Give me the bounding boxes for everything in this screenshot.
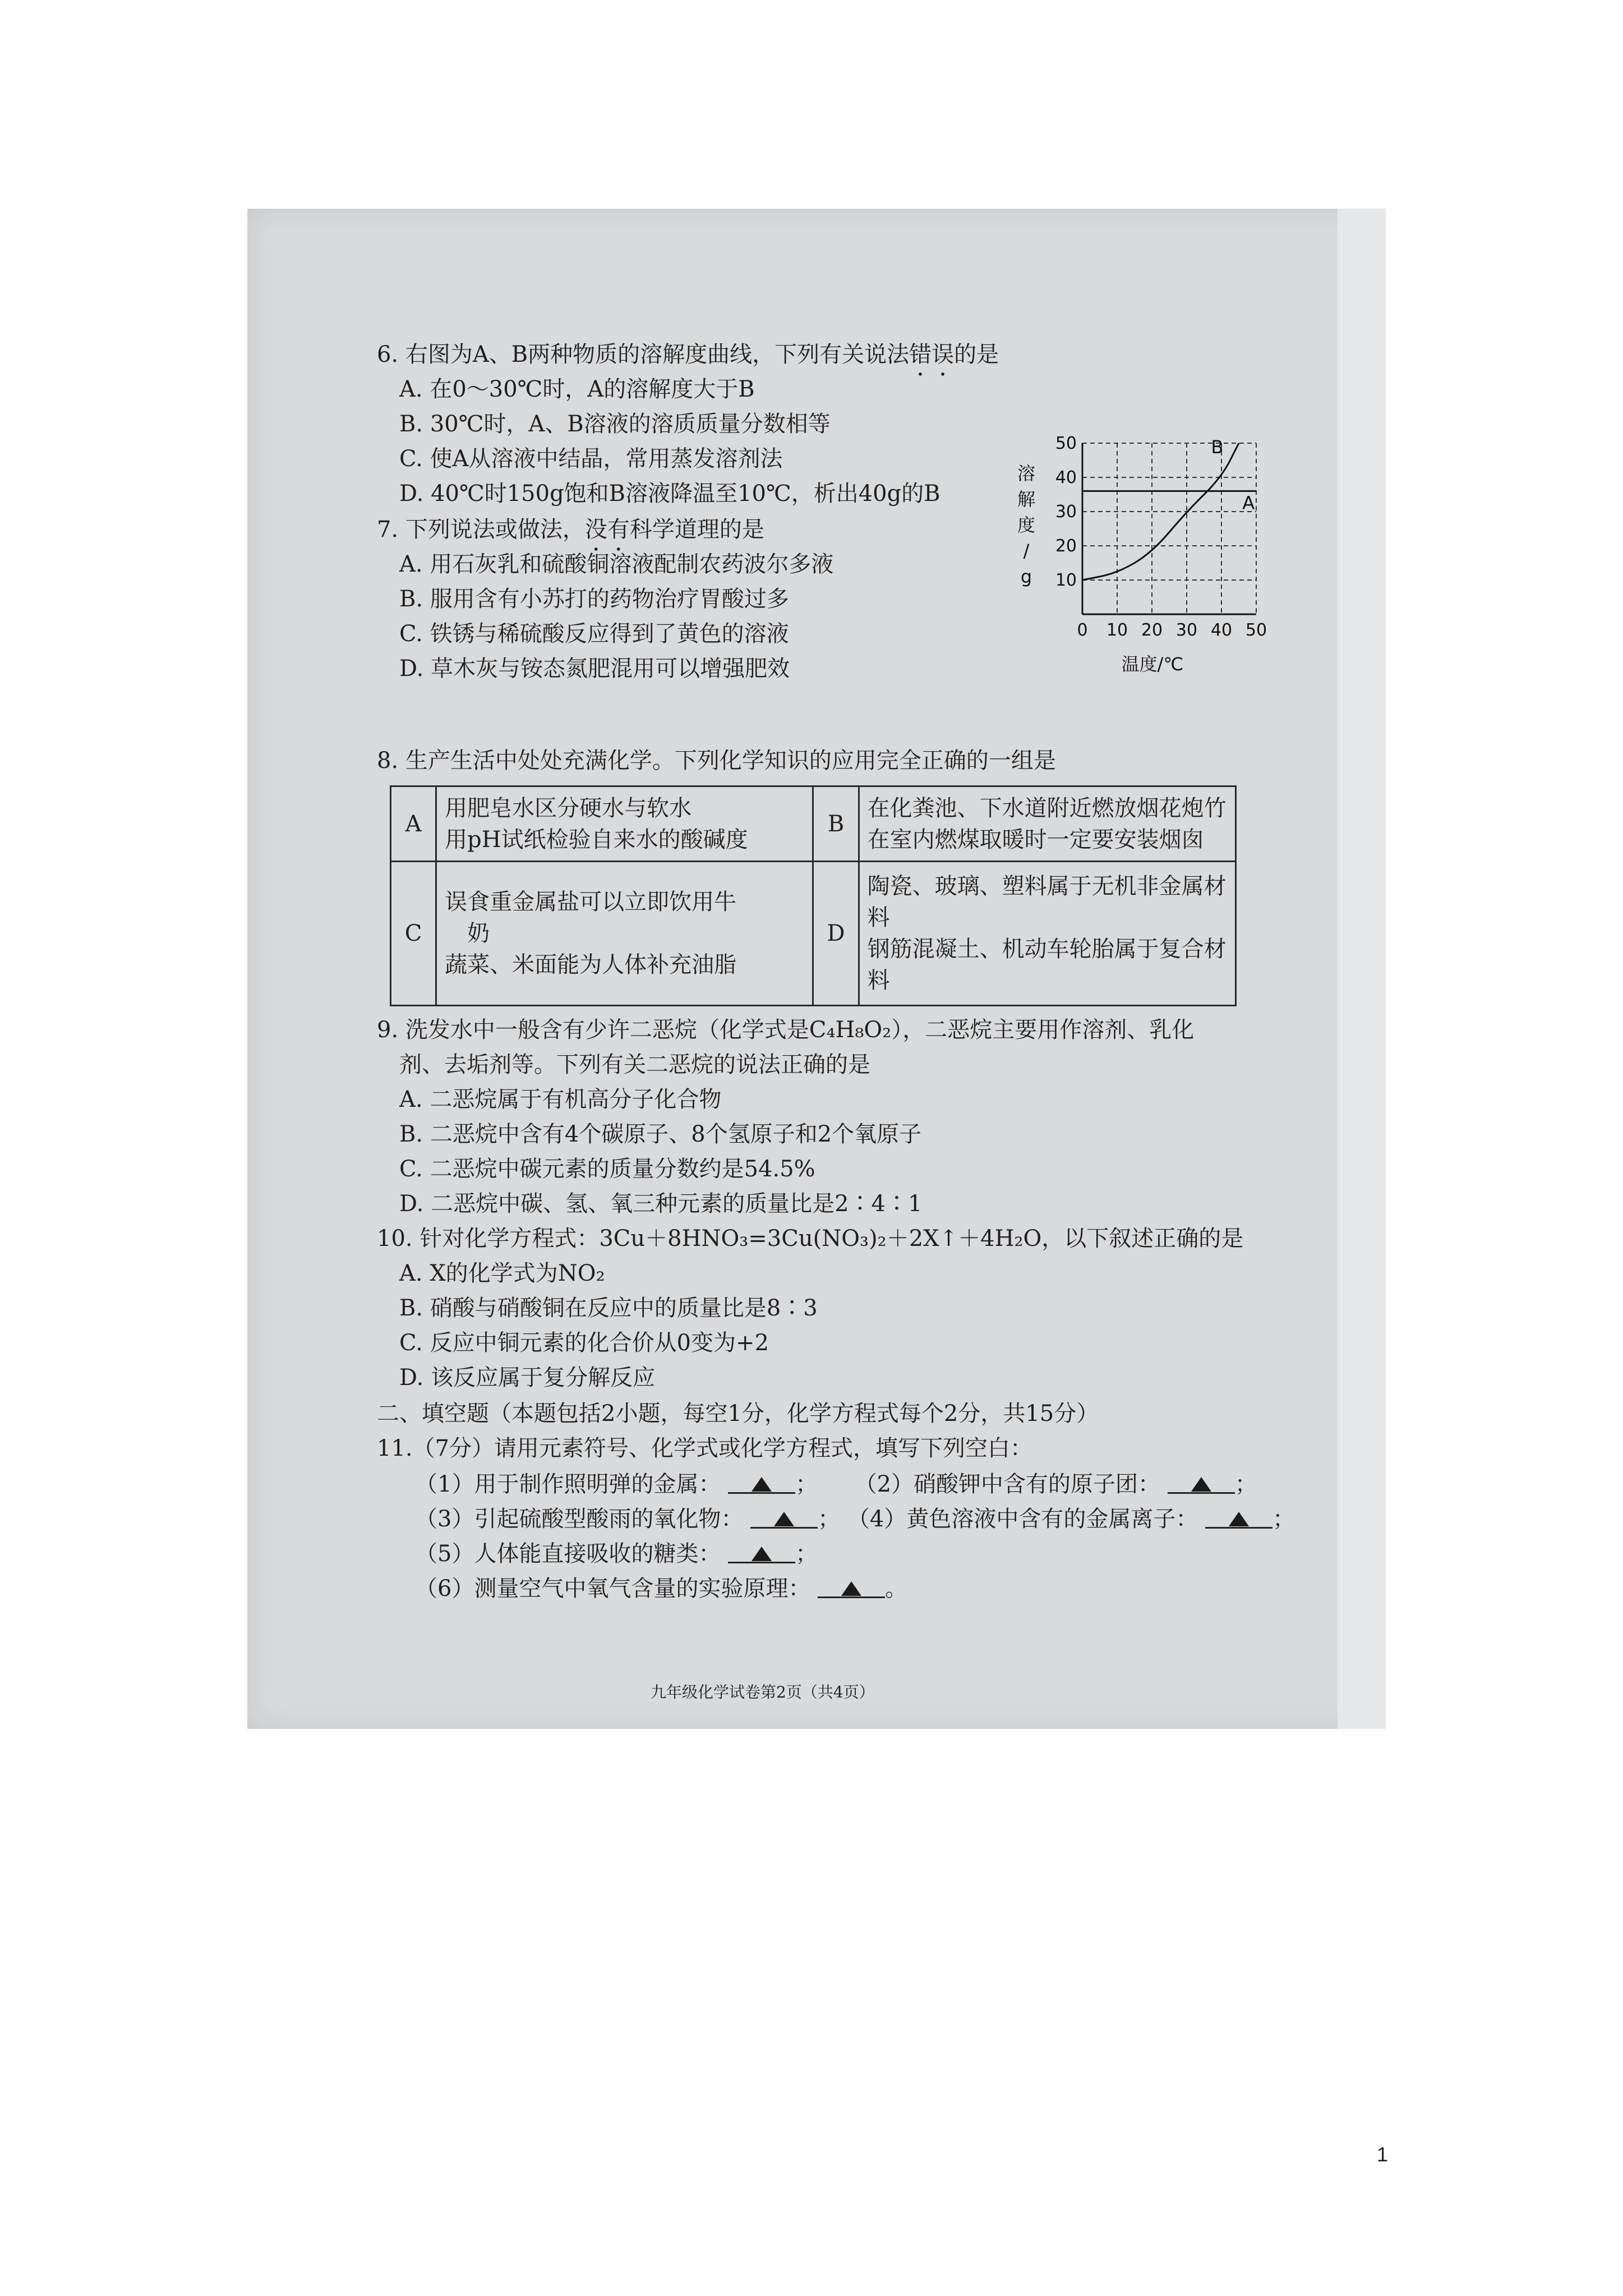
x-tick-label: 10 bbox=[1106, 620, 1128, 640]
q6-option-c: C. 使A从溶液中结晶，常用蒸发溶剂法 bbox=[399, 446, 783, 472]
x-tick-label: 50 bbox=[1245, 620, 1267, 640]
y-tick-label: 30 bbox=[1055, 502, 1077, 522]
q6-option-a: A. 在0～30℃时，A的溶解度大于B bbox=[399, 376, 755, 402]
y-tick-label: 40 bbox=[1055, 468, 1077, 487]
cell-b-line-2: 在室内燃煤取暖时一定要安装烟囱 bbox=[867, 826, 1204, 853]
q9-option-b: B. 二恶烷中含有4个碳原子、8个氢原子和2个氧原子 bbox=[399, 1121, 922, 1147]
x-tick-label: 40 bbox=[1210, 620, 1233, 640]
separator: ； bbox=[795, 1471, 818, 1497]
table-cell-c bbox=[436, 862, 813, 1006]
q8-knowledge-table bbox=[390, 785, 1237, 1006]
page-number: 1 bbox=[1377, 2143, 1389, 2166]
y-tick-label: 20 bbox=[1055, 536, 1077, 556]
answer-blank-4[interactable] bbox=[1205, 1504, 1272, 1529]
q9-option-a: A. 二恶烷属于有机高分子化合物 bbox=[399, 1087, 722, 1112]
separator: ； bbox=[818, 1506, 841, 1532]
q11-stem: 11.（7分）请用元素符号、化学式或化学方程式，填写下列空白： bbox=[377, 1435, 1033, 1461]
answer-blank-2[interactable] bbox=[1168, 1470, 1235, 1494]
q10-option-d: D. 该反应属于复分解反应 bbox=[399, 1365, 656, 1391]
y-axis-label-char: 度 bbox=[1017, 514, 1036, 536]
y-axis-label-char: 解 bbox=[1017, 489, 1036, 510]
q7-option-c: C. 铁锈与稀硫酸反应得到了黄色的溶液 bbox=[399, 621, 789, 647]
q11-item-6: （6）测量空气中氧气含量的实验原理： bbox=[415, 1576, 811, 1602]
q11-item-1: （1）用于制作照明弹的金属： bbox=[415, 1471, 721, 1497]
table-key-c: C bbox=[391, 862, 436, 1006]
y-axis-label-char: g bbox=[1020, 566, 1032, 587]
table-key-d: D bbox=[813, 862, 859, 1006]
triangle-marker-icon bbox=[1229, 1512, 1249, 1526]
triangle-marker-icon bbox=[751, 1477, 772, 1492]
table-cell-b bbox=[859, 786, 1235, 862]
table-cell-d bbox=[859, 862, 1235, 1006]
chart-axes bbox=[1082, 443, 1256, 614]
q7-option-b: B. 服用含有小苏打的药物治疗胃酸过多 bbox=[399, 586, 789, 612]
q11-row-2 bbox=[415, 1504, 1295, 1534]
q10-option-b: B. 硝酸与硝酸铜在反应中的质量比是8∶3 bbox=[399, 1295, 818, 1321]
q6-option-d: D. 40℃时150g饱和B溶液降温至10℃，析出40g的B bbox=[399, 481, 940, 507]
section-2-heading: 二、填空题（本题包括2小题，每空1分，化学方程式每个2分，共15分） bbox=[377, 1401, 1099, 1427]
answer-blank-5[interactable] bbox=[728, 1539, 795, 1563]
x-tick-label: 30 bbox=[1175, 620, 1198, 640]
cell-d-line-1: 陶瓷、玻璃、塑料属于无机非金属材料 bbox=[867, 873, 1227, 931]
y-tick-label: 50 bbox=[1055, 434, 1077, 453]
q11-item-5: （5）人体能直接吸收的糖类： bbox=[415, 1541, 721, 1567]
q11-item-2: （2）硝酸钾中含有的原子团： bbox=[854, 1471, 1161, 1497]
separator: ； bbox=[795, 1541, 818, 1567]
cell-c-line-3: 蔬菜、米面能为人体补充油脂 bbox=[445, 952, 737, 978]
y-tick-label: 10 bbox=[1055, 570, 1077, 590]
cell-b-line-1: 在化粪池、下水道附近燃放烟花炮竹 bbox=[867, 795, 1227, 821]
series-line-b bbox=[1082, 443, 1239, 580]
series-label-b: B bbox=[1211, 436, 1224, 458]
table-key-a: A bbox=[391, 786, 436, 862]
cell-c-line-2: 奶 bbox=[467, 921, 490, 947]
q11-row-1 bbox=[415, 1470, 1257, 1499]
q11-item-3: （3）引起硫酸型酸雨的氧化物： bbox=[415, 1506, 744, 1532]
page-footer: 九年级化学试卷第2页（共4页） bbox=[651, 1683, 875, 1701]
q6-option-b: B. 30℃时，A、B溶液的溶质质量分数相等 bbox=[399, 411, 831, 437]
separator: ； bbox=[1234, 1471, 1257, 1497]
q9-stem-line-1: 9. 洗发水中一般含有少许二恶烷（化学式是C₄H₈O₂），二恶烷主要用作溶剂、乳化 bbox=[377, 1017, 1195, 1043]
q10-option-c: C. 反应中铜元素的化合价从0变为+2 bbox=[399, 1330, 769, 1356]
answer-blank-6[interactable] bbox=[818, 1574, 885, 1598]
q11-row-3 bbox=[415, 1539, 818, 1568]
solubility-chart bbox=[1004, 426, 1267, 690]
chart-labels bbox=[1017, 434, 1267, 675]
table-cell-a bbox=[436, 786, 813, 862]
q9-stem-line-2: 剂、去垢剂等。下列有关二恶烷的说法正确的是 bbox=[399, 1052, 870, 1078]
triangle-marker-icon bbox=[751, 1547, 772, 1561]
photo-background-edge bbox=[1338, 209, 1386, 1729]
triangle-marker-icon bbox=[841, 1581, 861, 1596]
q11-item-4: （4）黄色溶液中含有的金属离子： bbox=[847, 1506, 1198, 1532]
series-label-a: A bbox=[1242, 492, 1255, 514]
cell-a-line-1: 用肥皂水区分硬水与软水 bbox=[445, 795, 692, 821]
triangle-marker-icon bbox=[774, 1512, 794, 1526]
q7-option-a: A. 用石灰乳和硫酸铜溶液配制农药波尔多液 bbox=[399, 551, 834, 577]
q10-option-a: A. X的化学式为NO₂ bbox=[399, 1260, 605, 1286]
answer-blank-1[interactable] bbox=[728, 1470, 795, 1494]
x-tick-label: 20 bbox=[1141, 620, 1163, 640]
y-axis-label-char: / bbox=[1023, 540, 1030, 562]
answer-blank-3[interactable] bbox=[750, 1504, 818, 1529]
q10-stem: 10. 针对化学方程式：3Cu＋8HNO₃=3Cu(NO₃)₂＋2X↑＋4H₂O，以下叙述正确的是 bbox=[377, 1226, 1244, 1251]
x-tick-label: 0 bbox=[1077, 620, 1088, 640]
separator: ； bbox=[1272, 1506, 1295, 1532]
cell-a-line-2: 用pH试纸检验自来水的酸碱度 bbox=[445, 826, 748, 853]
chart-grid bbox=[1082, 443, 1256, 614]
q9-option-d: D. 二恶烷中碳、氢、氧三种元素的质量比是2∶4∶1 bbox=[399, 1191, 923, 1217]
cell-c-line-1: 误食重金属盐可以立即饮用牛 bbox=[445, 889, 737, 915]
triangle-marker-icon bbox=[1191, 1477, 1211, 1492]
cell-d-line-2: 钢筋混凝土、机动车轮胎属于复合材料 bbox=[867, 936, 1227, 994]
q8-stem: 8. 生产生活中处处充满化学。下列化学知识的应用完全正确的一组是 bbox=[377, 748, 1056, 774]
q7-option-d: D. 草木灰与铵态氮肥混用可以增强肥效 bbox=[399, 656, 790, 682]
q9-option-c: C. 二恶烷中碳元素的质量分数约是54.5% bbox=[399, 1156, 815, 1182]
y-axis-label-char: 溶 bbox=[1017, 463, 1036, 484]
q7-stem: 7. 下列说法或做法，没有科学道理的是 bbox=[377, 517, 764, 542]
q11-row-4 bbox=[415, 1574, 907, 1603]
table-key-b: B bbox=[813, 786, 859, 862]
q6-stem: 6. 右图为A、B两种物质的溶解度曲线，下列有关说法错误的是 bbox=[377, 342, 999, 367]
period: 。 bbox=[885, 1576, 908, 1602]
x-axis-label: 温度/℃ bbox=[1121, 654, 1184, 675]
